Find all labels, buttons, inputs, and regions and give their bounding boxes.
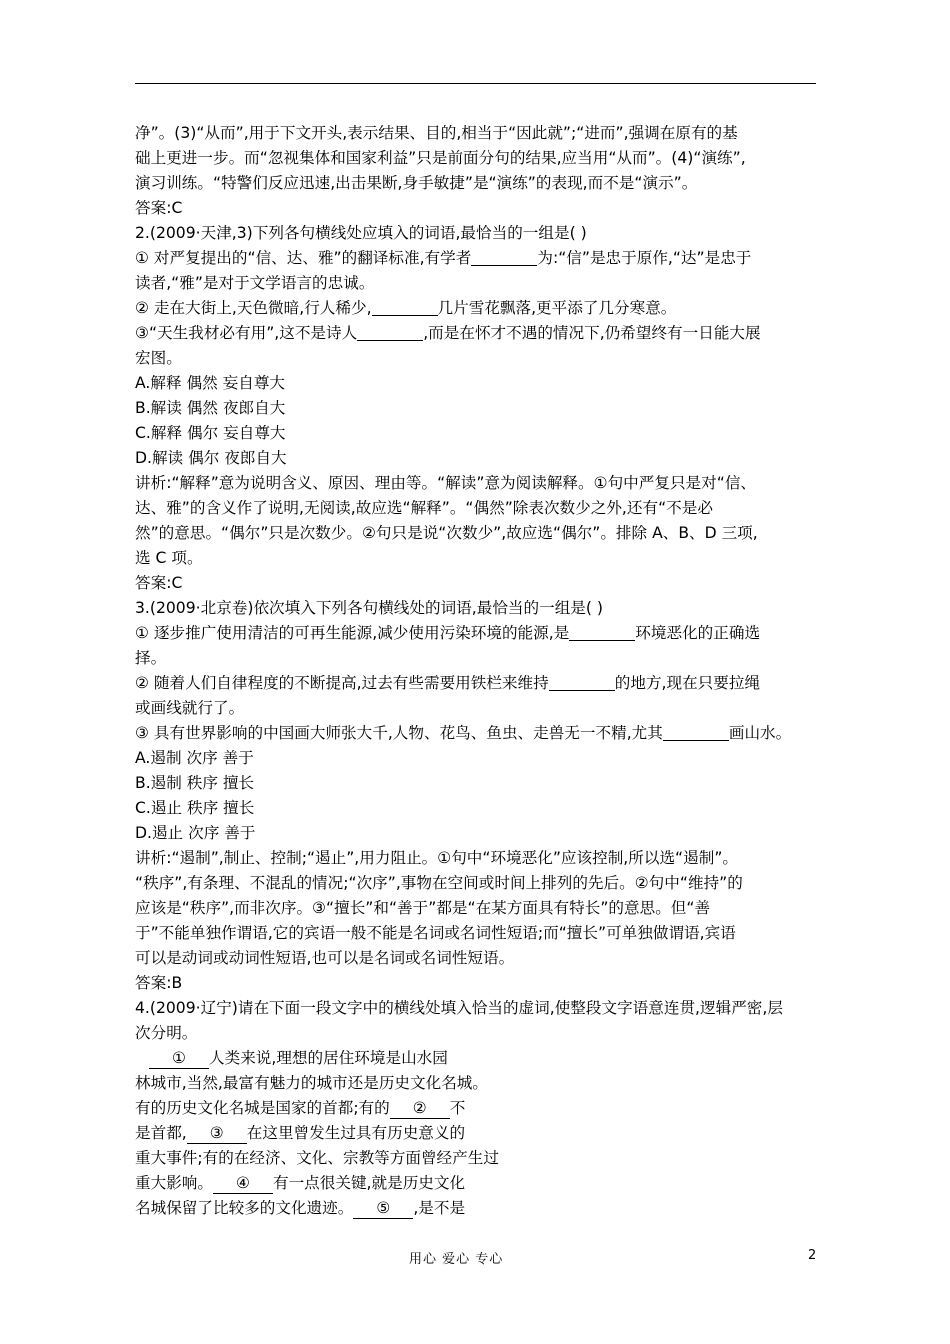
passage-line [135,1171,505,1196]
passage-line [135,1121,505,1146]
text-line: 演习训练。“特警们反应迅速,出击果断,身手敏捷”是“演练”的表现,而不是“演示”。 [135,174,698,192]
analysis-line: 可以是动词或动词性短语,也可以是名词或名词性短语。 [135,949,515,967]
analysis-line: 讲析:“解释”意为说明含义、原因、理由等。“解读”意为阅读解释。①句中严复只是对“信、 [135,474,757,492]
question-2-stem: 2.(2009·天津,3)下列各句横线处应填入的词语,最恰当的一组是( ) [135,224,587,242]
text-segment: ,而是在怀才不遇的情况下,仍希望终有一日能大展 [423,324,761,342]
text-segment: 重大影响。 [135,1174,213,1192]
option-b: B.解读 偶然 夜郎自大 [135,399,286,417]
text-segment: ,是不是 [413,1199,466,1217]
text-segment: 画山水。 [728,724,792,742]
text-segment: ③ 具有世界影响的中国画大师张大千,人物、花鸟、鱼虫、走兽无一不精,尤其 [135,724,663,742]
q2-sentence-2 [135,296,816,321]
text-line: 或画线就行了。 [135,699,245,717]
fill-blank [549,674,615,691]
option-d: D.遏止 次序 善于 [135,824,256,842]
question-4-stem: 次分明。 [135,1024,198,1042]
fill-blank [471,249,537,266]
question-4-stem: 4.(2009·辽宁)请在下面一段文字中的横线处填入恰当的虚词,使整段文字语意连贯,逻辑严密,层 [135,999,783,1017]
option-c: C.解释 偶尔 妄自尊大 [135,424,286,442]
text-segment: 的地方,现在只要拉绳 [614,674,761,692]
question-3-stem: 3.(2009·北京卷)依次填入下列各句横线处的词语,最恰当的一组是( ) [135,599,604,617]
answer-line: 答案:C [135,199,183,217]
page-number: 2 [808,1248,817,1263]
option-b: B.遏制 秩序 擅长 [135,774,255,792]
q2-sentence-1 [135,246,816,271]
q3-sentence-2 [135,671,816,696]
passage-line: 重大事件;有的在经济、文化、宗教等方面曾经产生过 [135,1149,499,1167]
text-segment: ③“天生我材必有用”,这不是诗人 [135,324,358,342]
numbered-blank: ② [390,1098,450,1119]
text-segment: 为:“信”是忠于原作,“达”是忠于 [537,249,752,267]
numbered-blank: ③ [187,1123,247,1144]
q4-passage [135,1046,505,1221]
text-segment: 是首都, [135,1124,187,1142]
footer-motto: 用心 爱心 专心 [409,1252,504,1267]
q2-sentence-3 [135,321,816,346]
text-line: 择。 [135,649,167,667]
answer-line: 答案:B [135,974,183,992]
text-segment: ① 逐步推广使用清洁的可再生能源,减少使用污染环境的能源,是 [135,624,570,642]
text-segment: 人类来说,理想的居住环境是山水园 [209,1049,448,1067]
text-line: 净”。(3)“从而”,用于下文开头,表示结果、目的,相当于“因此就”;“进而”,强调在原有的基 [135,124,738,142]
fill-blank [663,724,729,741]
analysis-line: “秩序”,有条理、不混乱的情况;“次序”,事物在空间或时间上排列的先后。②句中“维持”的 [135,874,743,892]
passage-line [135,1196,505,1221]
text-segment: 不 [449,1099,466,1117]
fill-blank [357,324,423,341]
text-line: 宏图。 [135,349,182,367]
analysis-line: 达、雅”的含义作了说明,无阅读,故应选“解释”。“偶然”除表次数少之外,还有“不是必 [135,499,713,517]
analysis-line: 然”的意思。“偶尔”只是次数少。②句只是说“次数少”,故应选“偶尔”。排除 A、B、D 三项, [135,524,758,542]
text-segment: 有一点很关键,就是历史文化 [272,1174,466,1192]
option-a: A.遏制 次序 善于 [135,749,254,767]
document-body [135,121,816,1221]
text-line: 础上更进一步。而“忽视集体和国家利益”只是前面分句的结果,应当用“从而”。(4)“演练”, [135,149,746,167]
text-segment: ② 随着人们自律程度的不断提高,过去有些需要用铁栏来维持 [135,674,549,692]
header-rule [135,83,816,84]
numbered-blank: ④ [213,1173,273,1194]
q3-sentence-1 [135,621,816,646]
text-segment: 名城保留了比较多的文化遗迹。 [135,1199,354,1217]
option-d: D.解读 偶尔 夜郎自大 [135,449,287,467]
option-a: A.解释 偶然 妄自尊大 [135,374,286,392]
analysis-line: 选 C 项。 [135,549,203,567]
passage-line [135,1096,505,1121]
text-segment: ② 走在大街上,天色微暗,行人稀少, [135,299,372,317]
text-segment: 几片雪花飘落,更平添了几分寒意。 [437,299,677,317]
text-line: 读者,“雅”是对于文学语言的忠诚。 [135,274,375,292]
text-segment: 有的历史文化名城是国家的首都;有的 [135,1099,390,1117]
fill-blank [372,299,438,316]
option-c: C.遏止 秩序 擅长 [135,799,255,817]
analysis-line: 于”不能单独作谓语,它的宾语一般不能是名词或名词性短语;而“擅长”可单独做谓语,宾语 [135,924,736,942]
numbered-blank: ① [149,1048,209,1069]
numbered-blank: ⑤ [353,1198,413,1219]
fill-blank [569,624,635,641]
answer-line: 答案:C [135,574,183,592]
passage-line [135,1046,505,1071]
passage-line: 林城市,当然,最富有魅力的城市还是历史文化名城。 [135,1074,488,1092]
analysis-line: 讲析:“遏制”,制止、控制;“遏止”,用力阻止。①句中“环境恶化”应该控制,所以选“遏制”。 [135,849,738,867]
analysis-line: 应该是“秩序”,而非次序。③“擅长”和“善于”都是“在某方面具有特长”的意思。但“善 [135,899,711,917]
text-segment: ① 对严复提出的“信、达、雅”的翻译标准,有学者 [135,249,472,267]
text-segment: 在这里曾发生过具有历史意义的 [246,1124,466,1142]
text-segment: 环境恶化的正确选 [635,624,761,642]
q3-sentence-3 [135,721,816,746]
